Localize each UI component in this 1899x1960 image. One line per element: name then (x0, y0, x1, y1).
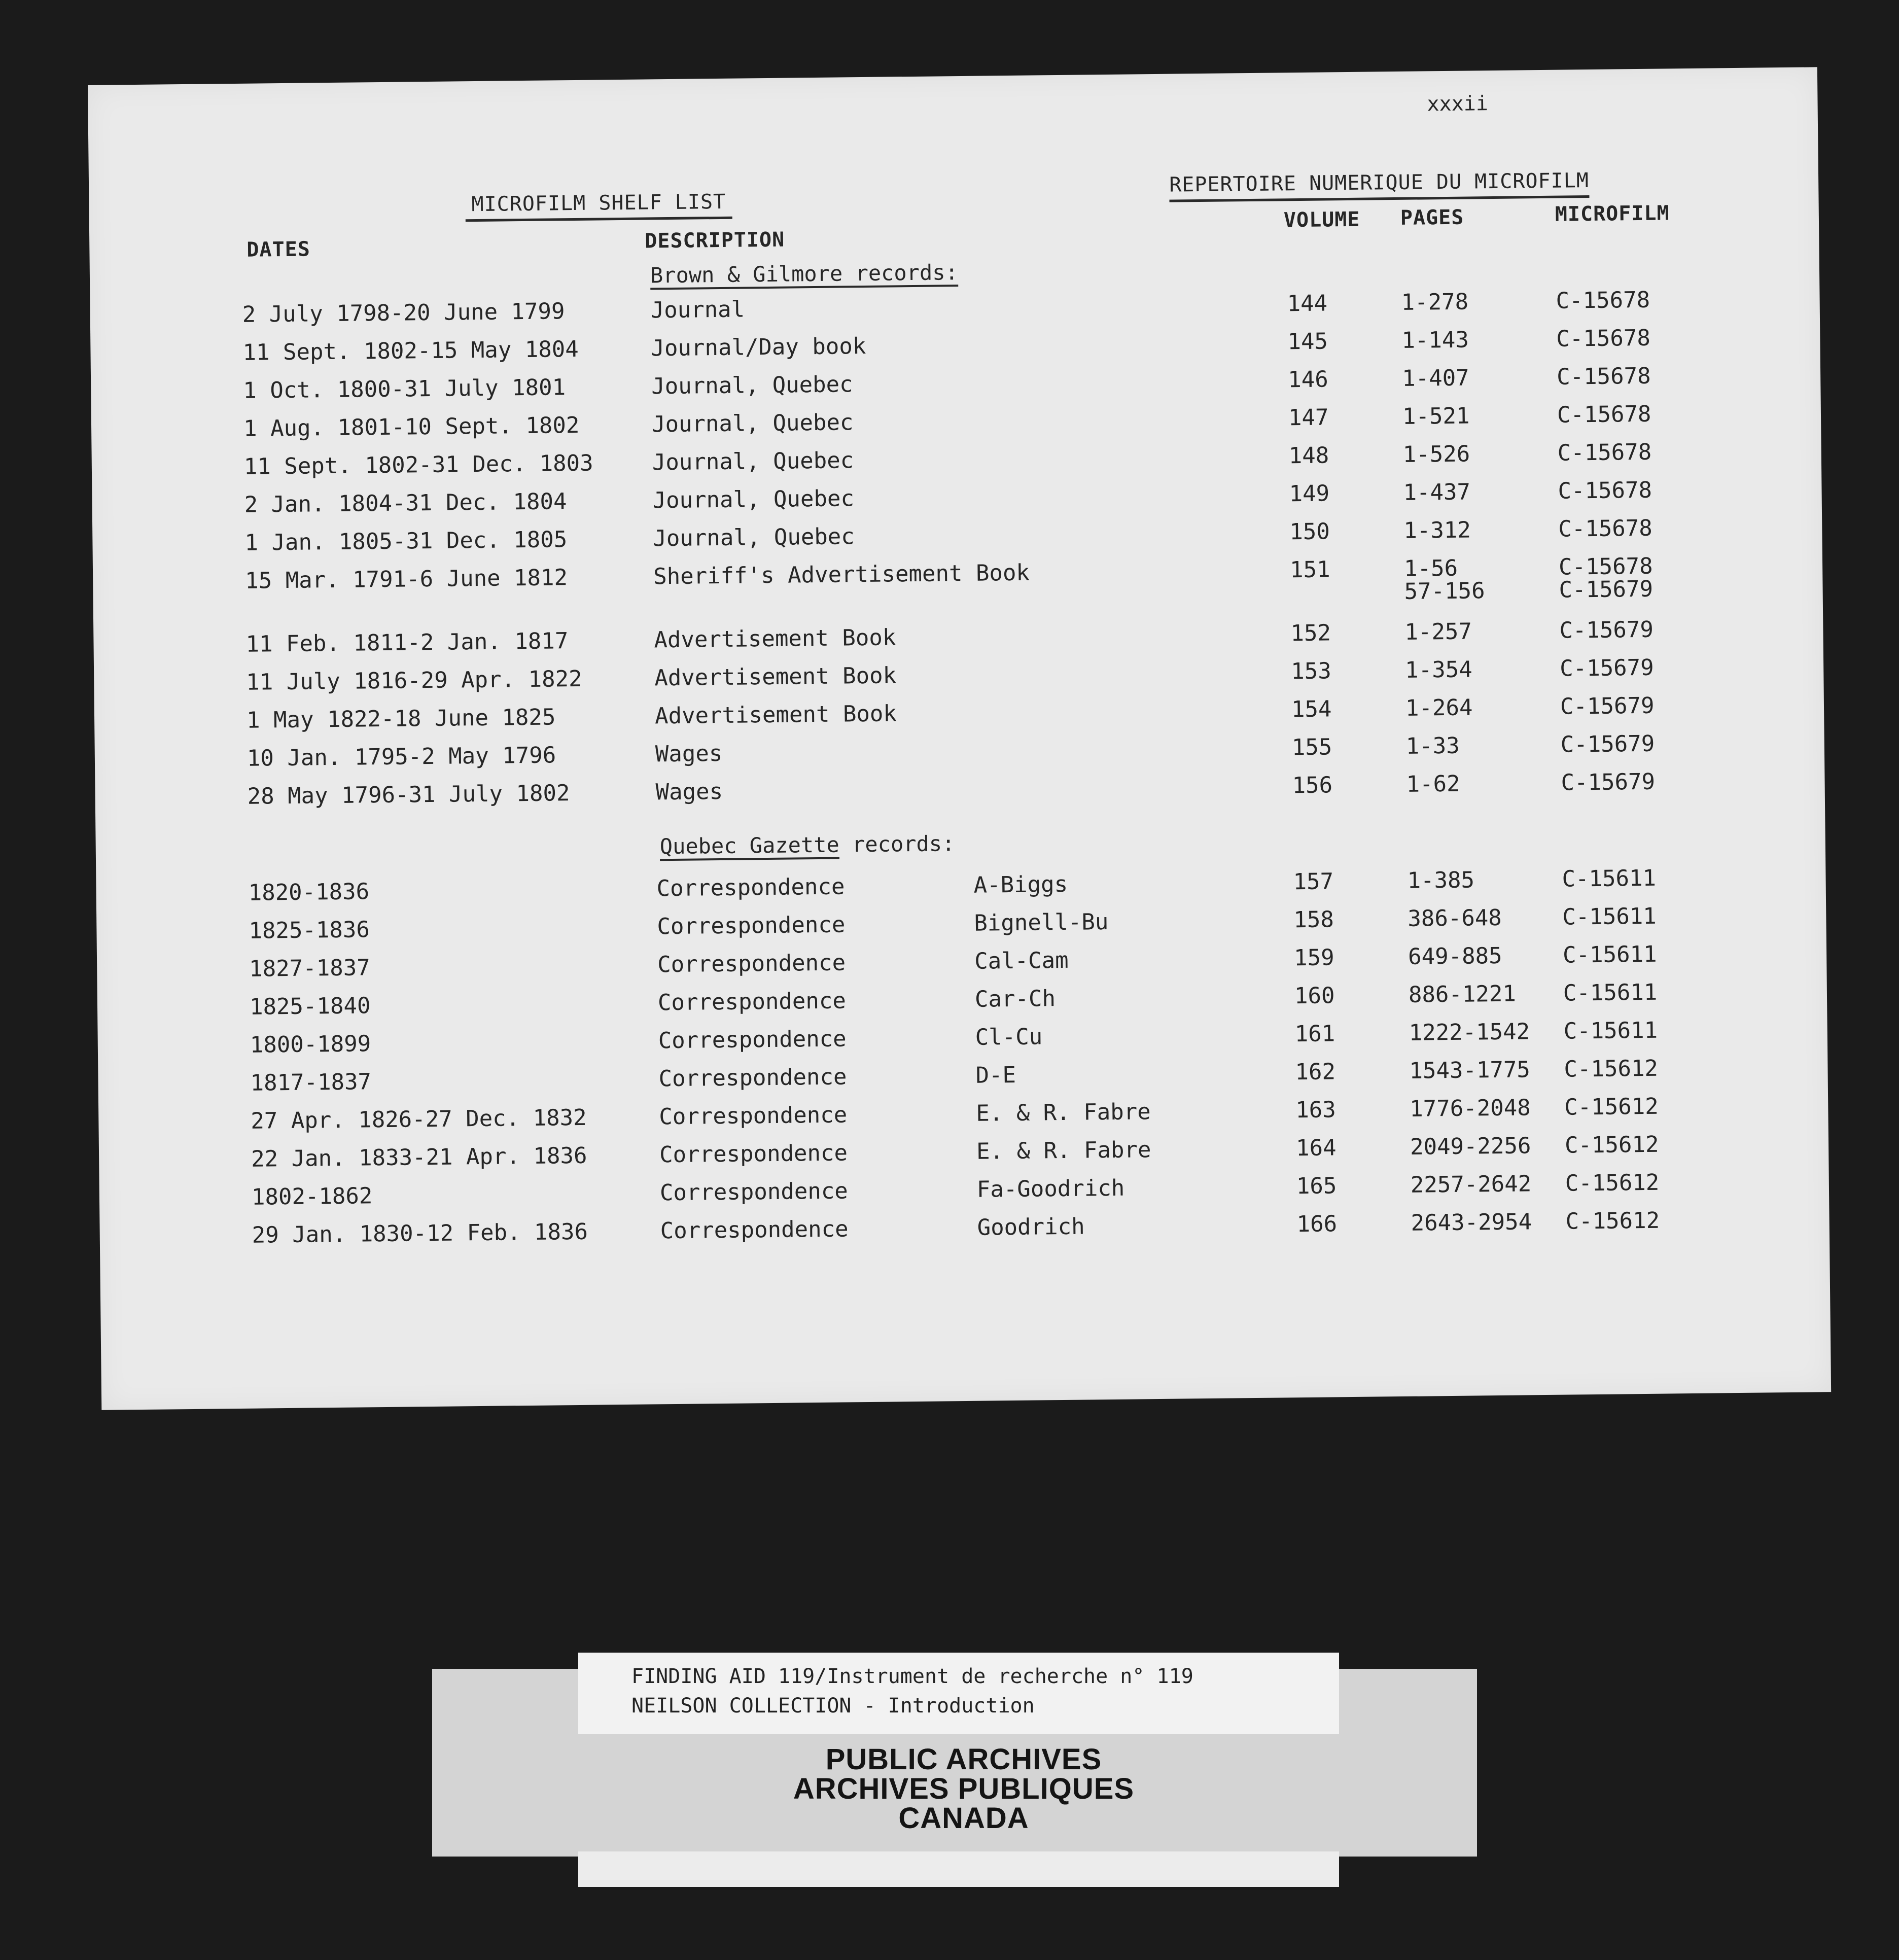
row-description-value: Correspondence (656, 873, 845, 902)
row-pages-value: 1776-2048 (1410, 1095, 1531, 1122)
row-date (247, 780, 570, 810)
row-date (250, 1069, 371, 1096)
row-date-value: 11 July 1816-29 Apr. 1822 (246, 666, 582, 695)
row-pages (1409, 981, 1516, 1008)
row-pages (1406, 771, 1460, 797)
row-microfilm-value: C-15612 (1564, 1055, 1659, 1082)
row-volume-value: 157 (1293, 868, 1334, 895)
row-microfilm (1558, 477, 1652, 504)
row-pages-value: 386-648 (1408, 904, 1502, 932)
row-date (243, 374, 566, 404)
row-date-value: 27 Apr. 1826-27 Dec. 1832 (251, 1104, 587, 1134)
row-date-value: 2 Jan. 1804-31 Dec. 1804 (244, 488, 567, 518)
row-date (250, 1031, 371, 1058)
row-description (654, 624, 896, 653)
row-correspondent (975, 1062, 1016, 1089)
row-description-value: Journal, Quebec (652, 447, 854, 476)
row-microfilm-value-2: C-15679 (1559, 576, 1654, 603)
row-description-value: Journal/Day book (651, 333, 866, 362)
finding-aid-line-1: FINDING AID 119/Instrument de recherche n° 119 (631, 1665, 1193, 1688)
row-description-value: Advertisement Book (654, 701, 897, 729)
row-volume (1290, 620, 1331, 646)
row-correspondent-value: D-E (975, 1062, 1016, 1089)
row-volume-value: 159 (1293, 944, 1334, 971)
row-date-value: 1825-1840 (249, 993, 371, 1020)
row-microfilm-value: C-15679 (1559, 616, 1654, 644)
row-volume-value: 146 (1287, 366, 1328, 393)
row-volume (1292, 772, 1332, 798)
row-volume (1292, 734, 1332, 760)
row-correspondent-value: E. & R. Fabre (976, 1099, 1151, 1127)
row-volume (1289, 442, 1329, 469)
row-pages-value: 2643-2954 (1411, 1209, 1532, 1236)
row-date-value: 28 May 1796-31 July 1802 (247, 780, 570, 810)
row-pages (1403, 441, 1470, 468)
row-description (658, 1064, 847, 1092)
row-microfilm (1562, 865, 1656, 892)
row-correspondent (973, 871, 1068, 898)
row-description (658, 1026, 847, 1054)
row-pages (1404, 618, 1472, 645)
row-pages-value: 1-56 (1403, 555, 1458, 582)
section-brown-gilmore-title (650, 260, 958, 288)
row-date (248, 879, 369, 905)
row-pages (1409, 1019, 1530, 1045)
row-date-value: 11 Sept. 1802-31 Dec. 1803 (243, 450, 593, 480)
row-volume (1296, 1173, 1337, 1199)
shelf-list-title (465, 190, 732, 217)
row-description-value: Journal, Quebec (651, 409, 854, 438)
shelf-list-title-text: MICROFILM SHELF LIST (465, 190, 732, 222)
row-correspondent-value: Car-Ch (974, 986, 1056, 1012)
row-volume-value: 162 (1295, 1059, 1336, 1086)
row-pages (1404, 555, 1485, 605)
row-volume (1291, 696, 1332, 722)
section-brown-gilmore-text: Brown & Gilmore records: (650, 260, 958, 290)
row-microfilm-value: C-15611 (1563, 1017, 1658, 1044)
row-volume (1289, 518, 1330, 545)
row-description-value: Correspondence (659, 1178, 849, 1206)
row-microfilm-value: C-15678 (1557, 401, 1651, 428)
row-description (652, 409, 854, 437)
row-description (654, 662, 896, 691)
row-microfilm-value: C-15612 (1565, 1169, 1660, 1197)
row-date-value: 10 Jan. 1795-2 May 1796 (247, 742, 556, 772)
row-date-value: 29 Jan. 1830-12 Feb. 1836 (252, 1218, 588, 1248)
row-pages-value: 2049-2256 (1410, 1133, 1531, 1160)
row-volume (1295, 1097, 1336, 1123)
row-correspondent (974, 948, 1069, 974)
row-correspondent-value: Cal-Cam (974, 947, 1069, 974)
repertoire-title (1169, 169, 1589, 197)
row-date (251, 1143, 587, 1172)
row-microfilm-value: C-15611 (1562, 865, 1657, 892)
row-description (656, 873, 845, 901)
row-pages-value: 1-354 (1404, 656, 1472, 683)
row-description-value: Advertisement Book (654, 624, 896, 653)
row-description-value: Correspondence (657, 950, 846, 978)
row-volume (1293, 906, 1334, 933)
row-description (651, 371, 853, 399)
row-volume (1287, 328, 1328, 355)
row-pages-value: 2257-2642 (1410, 1171, 1532, 1198)
row-description (652, 485, 854, 513)
row-description (650, 296, 745, 323)
row-pages-value: 1-33 (1405, 732, 1460, 759)
row-date-value: 2 July 1798-20 June 1799 (242, 298, 565, 328)
row-microfilm (1557, 439, 1651, 466)
row-date-value: 11 Sept. 1802-15 May 1804 (242, 336, 579, 366)
row-microfilm-value: C-15611 (1563, 979, 1658, 1006)
row-pages (1403, 479, 1470, 505)
row-microfilm-value: C-15612 (1564, 1131, 1659, 1159)
row-correspondent-value: Fa-Goodrich (976, 1175, 1125, 1203)
row-pages (1408, 943, 1502, 970)
row-pages (1401, 327, 1469, 354)
row-pages-value-2: 57-156 (1404, 578, 1485, 605)
row-volume-value: 148 (1288, 442, 1329, 469)
row-correspondent (977, 1214, 1084, 1241)
row-volume (1294, 944, 1334, 971)
row-description-value: Journal, Quebec (651, 371, 853, 400)
row-volume-value: 154 (1291, 696, 1332, 723)
row-date (243, 412, 580, 442)
row-pages (1406, 733, 1460, 759)
row-volume-value: 166 (1296, 1211, 1338, 1238)
row-date-value: 1 May 1822-18 June 1825 (246, 704, 556, 733)
row-description-value: Sheriff's Advertisement Book (653, 559, 1030, 590)
row-date (242, 298, 565, 328)
row-date (245, 628, 568, 657)
row-pages (1409, 1057, 1530, 1083)
row-date-value: 11 Feb. 1811-2 Jan. 1817 (245, 628, 569, 657)
row-volume-value: 152 (1290, 620, 1331, 647)
row-correspondent-value: Cl-Cu (975, 1024, 1043, 1051)
stamp-line-1: PUBLIC ARCHIVES (825, 1743, 1102, 1776)
row-date (245, 565, 568, 594)
row-date (252, 1219, 588, 1248)
row-correspondent (976, 1137, 1151, 1165)
row-microfilm (1564, 1056, 1658, 1082)
row-date-value: 15 Mar. 1791-6 June 1812 (244, 565, 568, 594)
row-microfilm-value: C-15611 (1562, 903, 1657, 930)
row-pages-value: 1543-1775 (1409, 1057, 1531, 1084)
row-volume-value: 147 (1288, 404, 1329, 431)
row-pages (1407, 867, 1474, 893)
row-volume-value: 156 (1292, 772, 1333, 799)
row-correspondent-value: A-Biggs (973, 871, 1068, 898)
row-volume (1295, 1059, 1335, 1085)
row-pages (1403, 517, 1471, 543)
row-date (246, 666, 582, 695)
row-microfilm (1558, 515, 1652, 542)
row-pages-value: 1-526 (1402, 441, 1470, 468)
row-description-value: Journal (650, 296, 745, 324)
row-date (244, 527, 567, 556)
row-volume-value: 149 (1289, 480, 1330, 507)
row-pages-value: 886-1221 (1408, 981, 1517, 1008)
row-description (660, 1216, 848, 1244)
row-volume-value: 164 (1295, 1135, 1337, 1162)
row-description (653, 523, 855, 551)
row-microfilm-value: C-15678 (1558, 477, 1652, 504)
row-microfilm (1557, 363, 1651, 390)
row-pages-value: 1-257 (1404, 618, 1472, 645)
row-microfilm (1565, 1170, 1660, 1197)
page-number: xxxii (1427, 92, 1489, 116)
row-pages-value: 1-521 (1402, 403, 1470, 430)
public-archives-stamp (710, 1745, 1217, 1833)
row-pages-value: 1-437 (1403, 479, 1471, 506)
row-volume (1288, 366, 1328, 393)
row-microfilm-value: C-15678 (1558, 515, 1653, 542)
row-pages-value: 649-885 (1408, 942, 1502, 970)
row-description (657, 950, 846, 977)
row-pages (1410, 1133, 1531, 1160)
stamp-line-3: CANADA (898, 1802, 1029, 1835)
row-description-value: Correspondence (657, 988, 847, 1016)
row-volume (1294, 983, 1335, 1009)
row-correspondent-value: E. & R. Fabre (976, 1137, 1151, 1165)
row-date (249, 955, 370, 982)
row-microfilm-value: C-15678 (1556, 325, 1651, 352)
row-correspondent (974, 909, 1108, 936)
row-pages (1401, 289, 1468, 316)
row-volume-value: 151 (1289, 556, 1330, 583)
row-date-value: 1800-1899 (250, 1031, 371, 1058)
row-description (652, 447, 854, 475)
row-date-value: 22 Jan. 1833-21 Apr. 1836 (251, 1142, 587, 1172)
row-date (242, 336, 579, 366)
row-volume-value: 165 (1296, 1173, 1337, 1200)
row-date (250, 993, 371, 1020)
row-microfilm (1562, 903, 1657, 930)
row-pages (1410, 1095, 1531, 1122)
row-description-value: Journal, Quebec (653, 523, 855, 552)
row-pages-value: 1-62 (1406, 771, 1460, 797)
section-quebec-gazette-underlined: Quebec Gazette (660, 832, 840, 861)
row-description-value: Wages (655, 740, 723, 767)
row-description-value: Correspondence (660, 1216, 849, 1244)
row-pages (1402, 365, 1469, 392)
row-correspondent (976, 1099, 1151, 1127)
row-volume (1296, 1211, 1337, 1237)
row-description-value: Correspondence (658, 1064, 847, 1092)
row-pages (1411, 1171, 1532, 1198)
row-description (659, 1102, 847, 1130)
finding-aid-line-2: NEILSON COLLECTION - Introduction (631, 1694, 1035, 1718)
row-microfilm-value: C-15679 (1560, 730, 1655, 758)
row-pages (1405, 656, 1472, 683)
row-date-value: 1817-1837 (250, 1069, 372, 1096)
row-volume-value: 155 (1291, 734, 1332, 761)
row-pages (1405, 694, 1473, 721)
row-volume (1288, 404, 1329, 431)
row-pages-value: 1-143 (1401, 327, 1469, 354)
header-volume: VOLUME (1283, 207, 1360, 232)
row-microfilm (1556, 325, 1650, 352)
row-date-value: 1 Oct. 1800-31 July 1801 (243, 374, 566, 404)
row-microfilm (1565, 1208, 1660, 1235)
row-correspondent-value: Bignell-Bu (974, 909, 1109, 936)
row-volume-value: 163 (1295, 1097, 1337, 1124)
row-microfilm (1565, 1132, 1659, 1159)
row-correspondent (977, 1175, 1125, 1203)
row-description (651, 333, 866, 361)
row-description (653, 560, 1030, 590)
row-volume-value: 160 (1294, 983, 1335, 1009)
row-date (244, 450, 593, 480)
row-volume-value: 150 (1289, 518, 1330, 545)
row-pages-value: 1-407 (1401, 365, 1469, 392)
row-date (247, 704, 556, 733)
row-microfilm (1557, 401, 1651, 428)
row-date (249, 917, 370, 943)
row-microfilm-value: C-15679 (1561, 768, 1656, 796)
repertoire-title-text: REPERTOIRE NUMERIQUE DU MICROFILM (1169, 169, 1589, 202)
row-description-value: Journal, Quebec (652, 485, 855, 514)
row-pages-value: 1-312 (1403, 517, 1471, 544)
row-microfilm-value: C-15612 (1564, 1093, 1659, 1121)
row-microfilm-value: C-15678 (1557, 439, 1652, 466)
row-microfilm-value: C-15679 (1560, 692, 1655, 720)
row-correspondent (975, 986, 1056, 1012)
header-dates: DATES (247, 237, 311, 262)
row-microfilm (1561, 731, 1655, 758)
row-microfilm-value: C-15678 (1556, 363, 1651, 390)
row-volume-value: 153 (1290, 658, 1331, 685)
row-volume-value: 158 (1293, 906, 1334, 933)
row-microfilm (1560, 655, 1654, 682)
row-date (244, 488, 567, 518)
row-pages-value: 1222-1542 (1409, 1019, 1530, 1046)
section-quebec-gazette-rest: records: (839, 831, 955, 857)
row-volume-value: 161 (1294, 1021, 1335, 1047)
row-description-value: Correspondence (657, 912, 846, 940)
finding-aid-strip-bottom (578, 1851, 1339, 1887)
row-date-value: 1825-1836 (249, 917, 370, 944)
row-pages (1402, 403, 1470, 430)
row-microfilm (1563, 979, 1658, 1006)
row-date (251, 1105, 587, 1134)
row-microfilm (1564, 1094, 1659, 1121)
row-pages-value: 1-264 (1405, 694, 1473, 721)
row-volume (1291, 658, 1331, 684)
row-microfilm (1556, 287, 1650, 314)
row-date (252, 1183, 373, 1210)
row-date (247, 742, 556, 771)
row-description (657, 912, 845, 939)
row-microfilm-value: C-15678 (1556, 287, 1650, 314)
row-microfilm (1559, 553, 1653, 603)
row-microfilm-value: C-15679 (1559, 654, 1654, 682)
section-quebec-gazette-title (660, 831, 955, 859)
row-microfilm (1563, 941, 1657, 968)
row-description (655, 779, 723, 805)
row-date-value: 1802-1862 (251, 1183, 373, 1210)
row-microfilm-value: C-15611 (1562, 941, 1657, 968)
row-volume (1296, 1135, 1337, 1161)
row-description-value: Correspondence (658, 1026, 847, 1054)
row-microfilm (1561, 769, 1655, 796)
row-date-value: 1827-1837 (249, 955, 370, 982)
row-description-value: Correspondence (659, 1102, 848, 1130)
row-pages-value: 1-278 (1401, 289, 1469, 316)
row-description (659, 1140, 848, 1168)
row-volume (1287, 290, 1327, 317)
row-volume (1290, 556, 1330, 583)
row-volume-value: 145 (1287, 328, 1328, 355)
row-description (660, 1178, 848, 1206)
row-volume-value: 144 (1287, 290, 1328, 317)
row-description (658, 988, 846, 1016)
row-volume (1294, 1021, 1335, 1047)
row-description-value: Correspondence (659, 1140, 848, 1168)
row-description (655, 741, 723, 767)
row-microfilm-value: C-15678 (1558, 553, 1653, 580)
header-pages: PAGES (1400, 205, 1464, 230)
row-microfilm (1563, 1018, 1658, 1044)
row-pages (1411, 1209, 1532, 1236)
row-microfilm (1559, 617, 1654, 644)
header-microfilm: MICROFILM (1555, 201, 1670, 226)
row-microfilm (1560, 693, 1655, 720)
row-volume (1289, 480, 1329, 507)
row-date-value: 1820-1836 (248, 879, 370, 906)
row-microfilm-value: C-15612 (1565, 1207, 1660, 1235)
row-volume (1293, 868, 1333, 895)
stamp-line-2: ARCHIVES PUBLIQUES (793, 1772, 1135, 1805)
row-date-value: 1 Jan. 1805-31 Dec. 1805 (244, 527, 568, 556)
row-date-value: 1 Aug. 1801-10 Sept. 1802 (243, 412, 580, 442)
row-pages-value: 1-385 (1407, 867, 1475, 894)
document-page (88, 67, 1831, 1410)
header-description: DESCRIPTION (645, 228, 785, 253)
row-description (655, 701, 897, 729)
row-description-value: Wages (655, 778, 723, 806)
row-correspondent (975, 1024, 1042, 1050)
row-correspondent-value: Goodrich (977, 1213, 1085, 1241)
row-pages (1408, 905, 1502, 932)
row-description-value: Advertisement Book (654, 662, 897, 691)
